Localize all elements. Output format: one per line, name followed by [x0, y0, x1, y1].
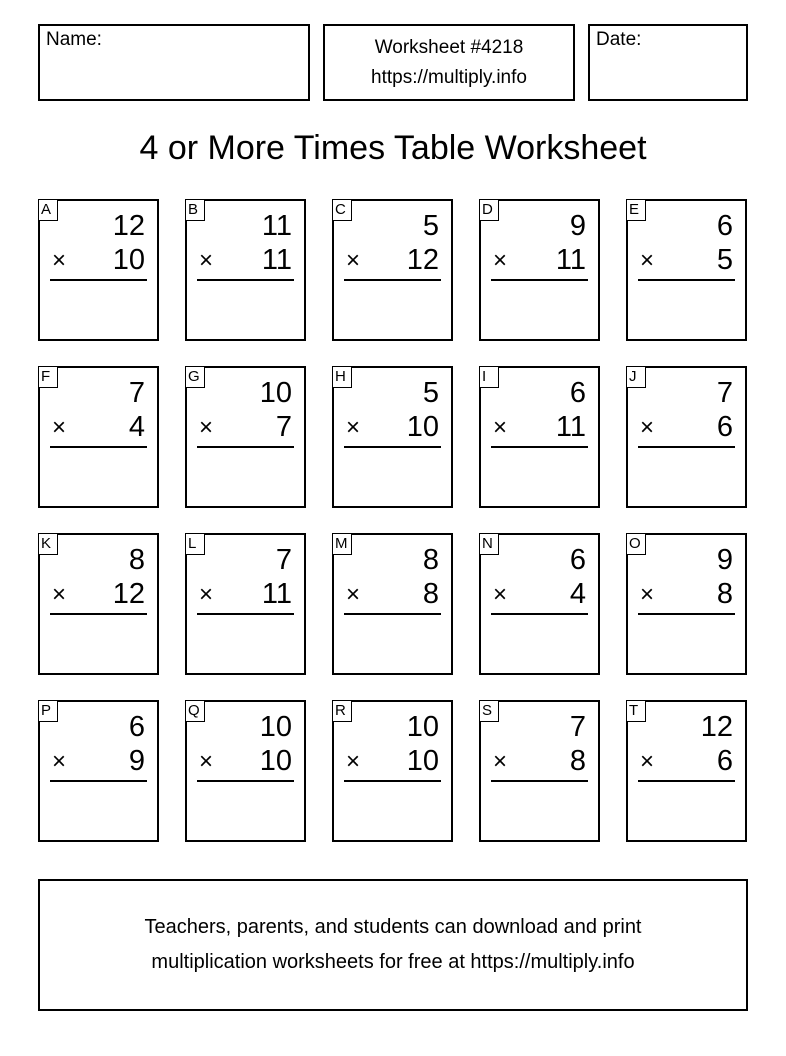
problem-letter: S [479, 700, 499, 722]
problem-bottom-number: 10 [406, 745, 439, 777]
answer-line [491, 446, 588, 448]
problem-card [332, 700, 453, 842]
problem-bottom-number: 6 [716, 745, 733, 777]
footer-line-1: Teachers, parents, and students can download and print [144, 916, 642, 938]
problem-bottom-number: 10 [406, 411, 439, 443]
answer-line [197, 279, 294, 281]
problem-card [185, 366, 306, 508]
problem-top-number: 10 [259, 377, 292, 409]
problem-top-number: 10 [406, 711, 439, 743]
answer-line [344, 780, 441, 782]
problem-card [626, 533, 747, 675]
problem-letter: P [38, 700, 58, 722]
problem-top-number: 7 [128, 377, 145, 409]
problem-card [479, 533, 600, 675]
problem-letter: H [332, 366, 352, 388]
problem-letter: A [38, 199, 58, 221]
answer-line [197, 613, 294, 615]
page-title: 4 or More Times Table Worksheet [139, 129, 647, 167]
problem-top-number: 8 [422, 544, 439, 576]
times-sign: × [493, 414, 508, 441]
problem-bottom-number: 11 [555, 411, 586, 443]
date-box [588, 24, 748, 101]
problem-card [185, 199, 306, 341]
times-sign: × [493, 581, 508, 608]
times-sign: × [640, 581, 655, 608]
times-sign: × [199, 414, 214, 441]
problem-bottom-number: 10 [259, 745, 292, 777]
answer-line [50, 780, 147, 782]
times-sign: × [346, 247, 361, 274]
problem-bottom-number: 11 [555, 244, 586, 276]
problem-letter: E [626, 199, 646, 221]
problem-bottom-number: 8 [422, 578, 439, 610]
answer-line [638, 780, 735, 782]
times-sign: × [52, 247, 67, 274]
problem-bottom-number: 12 [406, 244, 439, 276]
answer-line [344, 279, 441, 281]
problem-bottom-number: 4 [128, 411, 145, 443]
times-sign: × [493, 748, 508, 775]
times-sign: × [52, 414, 67, 441]
header-url: https://multiply.info [371, 66, 527, 88]
times-sign: × [52, 748, 67, 775]
problem-card [479, 199, 600, 341]
problem-card [38, 533, 159, 675]
problem-letter: N [479, 533, 499, 555]
times-sign: × [640, 748, 655, 775]
problem-letter: K [38, 533, 58, 555]
times-sign: × [199, 247, 214, 274]
answer-line [197, 780, 294, 782]
worksheet-id: Worksheet #4218 [374, 36, 524, 58]
times-sign: × [199, 581, 214, 608]
problem-card [626, 700, 747, 842]
problem-top-number: 11 [261, 210, 292, 242]
problem-top-number: 6 [716, 210, 733, 242]
answer-line [638, 279, 735, 281]
times-sign: × [640, 414, 655, 441]
problem-card [332, 533, 453, 675]
problem-bottom-number: 12 [112, 578, 145, 610]
problem-top-number: 5 [422, 377, 439, 409]
problem-letter: R [332, 700, 352, 722]
times-sign: × [493, 247, 508, 274]
problem-letter: C [332, 199, 352, 221]
answer-line [491, 279, 588, 281]
answer-line [344, 446, 441, 448]
problem-letter: G [185, 366, 205, 388]
problem-card [626, 199, 747, 341]
problem-bottom-number: 8 [716, 578, 733, 610]
problem-top-number: 7 [275, 544, 292, 576]
times-sign: × [346, 414, 361, 441]
footer-line-2: multiplication worksheets for free at https://multiply.info [151, 951, 635, 973]
problem-bottom-number: 11 [261, 244, 292, 276]
answer-line [50, 446, 147, 448]
problem-bottom-number: 10 [112, 244, 145, 276]
problem-top-number: 9 [716, 544, 733, 576]
problem-letter: O [626, 533, 646, 555]
problem-card [38, 366, 159, 508]
problem-top-number: 12 [700, 711, 733, 743]
answer-line [50, 279, 147, 281]
name-box [38, 24, 310, 101]
problem-card [479, 700, 600, 842]
footer-box [38, 879, 748, 1011]
answer-line [344, 613, 441, 615]
problem-letter: J [626, 366, 646, 388]
problem-top-number: 6 [569, 544, 586, 576]
answer-line [638, 613, 735, 615]
times-sign: × [346, 581, 361, 608]
answer-line [491, 613, 588, 615]
problem-card [626, 366, 747, 508]
name-label: Name: [46, 29, 102, 50]
problem-card [185, 700, 306, 842]
problem-top-number: 6 [569, 377, 586, 409]
times-sign: × [346, 748, 361, 775]
problem-top-number: 8 [128, 544, 145, 576]
problem-top-number: 7 [569, 711, 586, 743]
problem-top-number: 10 [259, 711, 292, 743]
problem-letter: D [479, 199, 499, 221]
problem-bottom-number: 4 [569, 578, 586, 610]
problem-card [332, 366, 453, 508]
problem-card [38, 199, 159, 341]
problem-letter: L [185, 533, 205, 555]
problem-bottom-number: 9 [128, 745, 145, 777]
problem-card [332, 199, 453, 341]
times-sign: × [199, 748, 214, 775]
problem-top-number: 5 [422, 210, 439, 242]
times-sign: × [640, 247, 655, 274]
problem-top-number: 9 [569, 210, 586, 242]
problem-top-number: 7 [716, 377, 733, 409]
problem-card [185, 533, 306, 675]
problem-top-number: 12 [112, 210, 145, 242]
answer-line [197, 446, 294, 448]
problem-letter: M [332, 533, 352, 555]
problem-grid [38, 199, 747, 842]
answer-line [491, 780, 588, 782]
answer-line [638, 446, 735, 448]
problem-letter: I [479, 366, 499, 388]
problem-top-number: 6 [128, 711, 145, 743]
problem-bottom-number: 8 [569, 745, 586, 777]
problem-letter: F [38, 366, 58, 388]
problem-bottom-number: 6 [716, 411, 733, 443]
times-sign: × [52, 581, 67, 608]
problem-bottom-number: 11 [261, 578, 292, 610]
problem-card [38, 700, 159, 842]
answer-line [50, 613, 147, 615]
problem-letter: B [185, 199, 205, 221]
date-label: Date: [596, 29, 642, 50]
problem-bottom-number: 7 [275, 411, 292, 443]
problem-letter: T [626, 700, 646, 722]
problem-bottom-number: 5 [716, 244, 733, 276]
problem-card [479, 366, 600, 508]
worksheet-id-box [323, 24, 575, 101]
problem-letter: Q [185, 700, 205, 722]
